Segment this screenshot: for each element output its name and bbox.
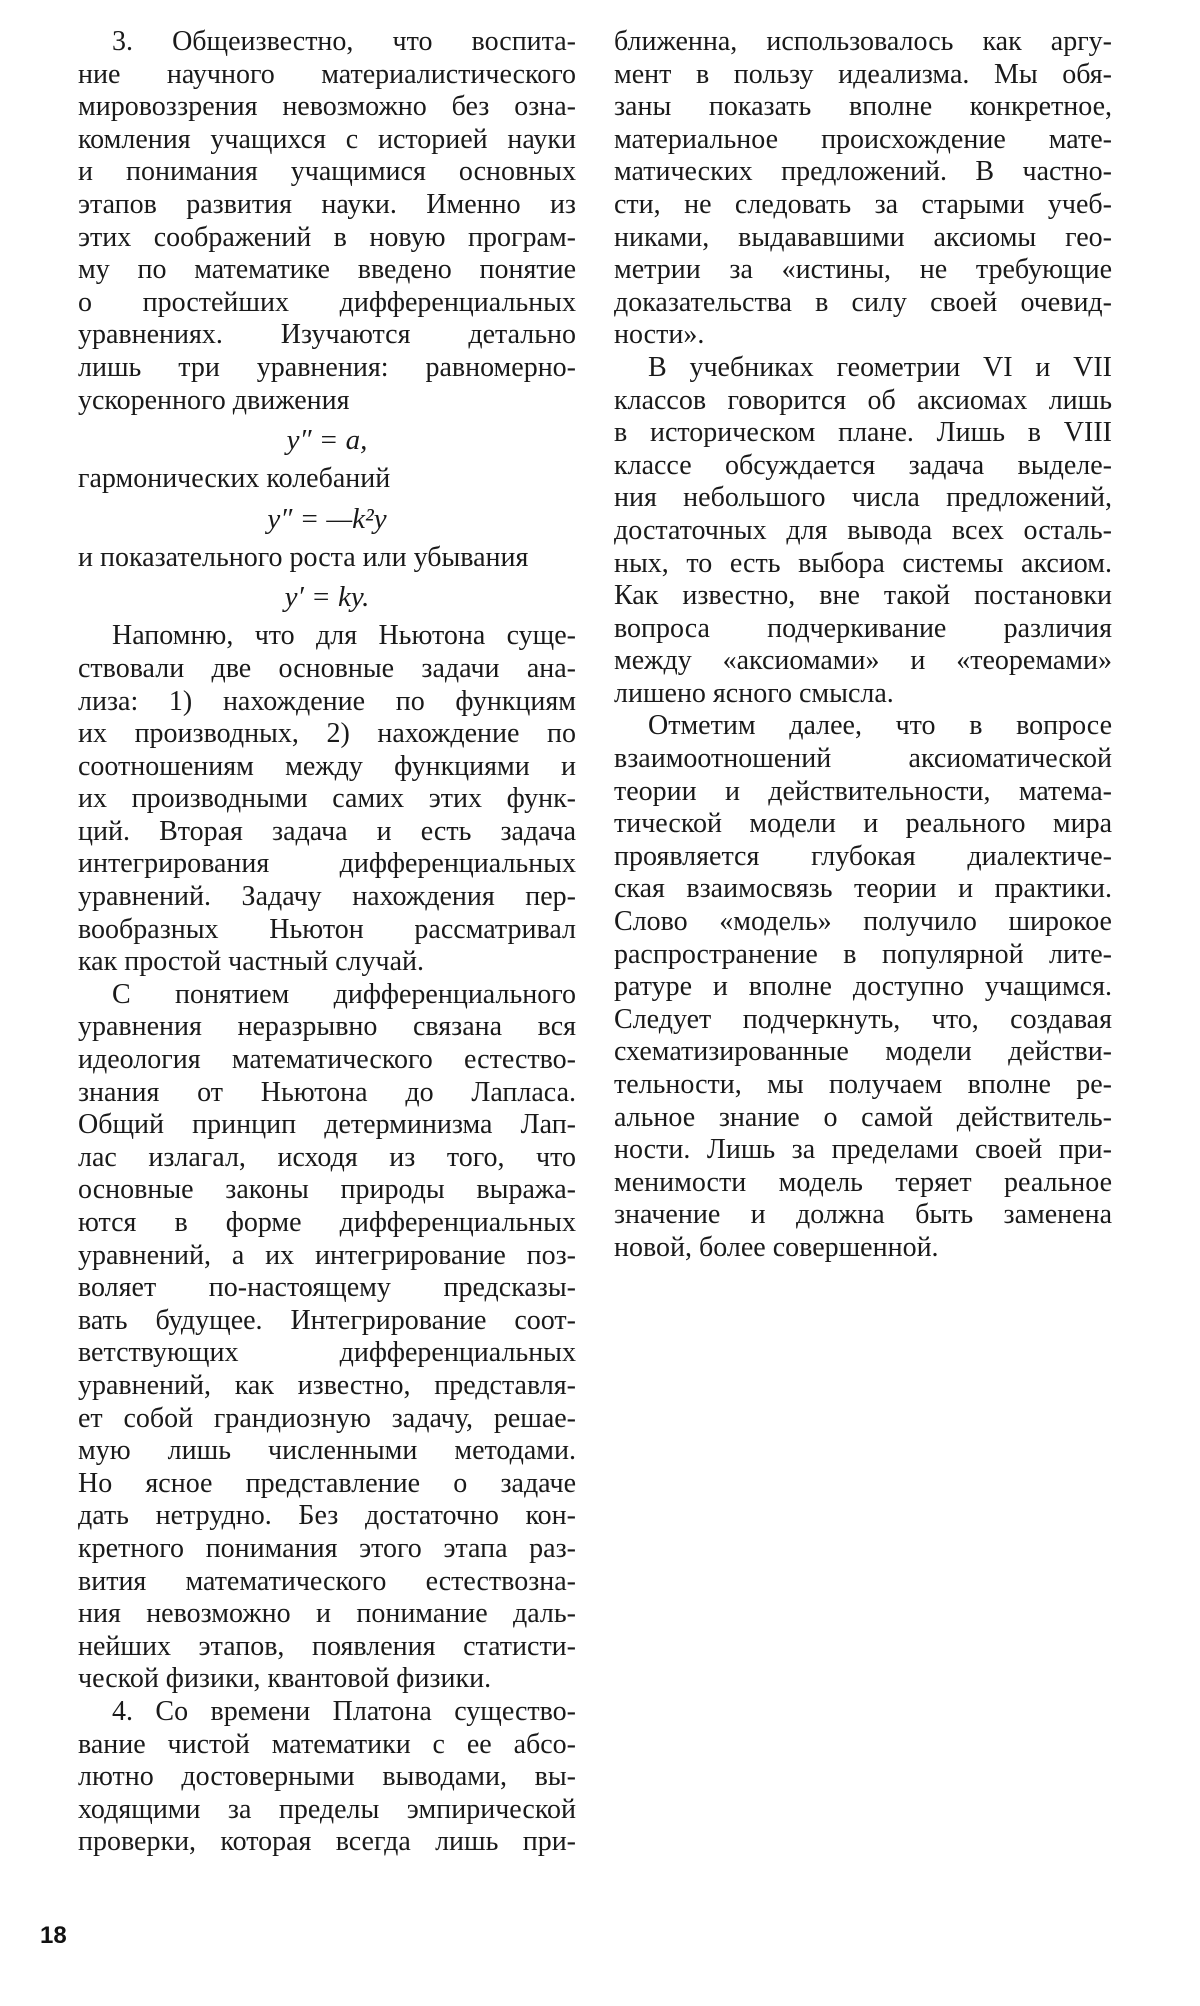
text-line: ствовали две основные задачи ана- (78, 652, 576, 684)
text-line: их производными самих этих функ- (78, 783, 576, 815)
text-line: этапов развития науки. Именно из (78, 188, 576, 220)
text-line: лишь три уравнения: равномерно- (78, 351, 576, 383)
right-column (614, 26, 1112, 1265)
text-line: С понятием дифференциального (112, 978, 576, 1010)
text-line: уравнений. Задачу нахождения пер- (78, 881, 576, 913)
text-line: классов говорится об аксиомах лишь (614, 384, 1112, 416)
text-line: вообразных Ньютон рассматривал (78, 913, 576, 945)
text-line: достаточных для вывода всех осталь- (614, 514, 1112, 546)
text-line: ская взаимосвязь теории и практики. (614, 873, 1112, 905)
text-line: уравнения неразрывно связана вся (78, 1011, 576, 1043)
text-line: проверки, которая всегда лишь при- (78, 1826, 576, 1858)
text-line: лютно достоверными выводами, вы- (78, 1761, 576, 1793)
page-number: 18 (40, 1922, 67, 1949)
text-line: менимости модель теряет реальное (614, 1166, 1112, 1198)
text-line: и показательного роста или убывания (78, 541, 529, 573)
text-line: Следует подчеркнуть, что, создавая (614, 1003, 1112, 1035)
text-line: знания от Ньютона до Лапласа. (78, 1076, 576, 1108)
text-line: между «аксиомами» и «теоремами» (614, 645, 1112, 677)
text-line: материальное происхождение мате- (614, 123, 1112, 155)
text-line: схематизированные модели действи- (614, 1036, 1112, 1068)
text-line: ций. Вторая задача и есть задача (78, 815, 576, 847)
text-line: лиза: 1) нахождение по функциям (78, 685, 576, 717)
text-line: соотношениям между функциями и (78, 750, 576, 782)
text-line: Но ясное представление о задаче (78, 1467, 576, 1499)
text-line: комления учащихся с историей науки (78, 123, 576, 155)
text-line: му по математике введено понятие (78, 254, 576, 286)
text-line: гармонических колебаний (78, 463, 391, 495)
text-line: ных, то есть выбора системы аксиом. (614, 547, 1112, 579)
text-line: в историческом плане. Лишь в VIII (614, 417, 1112, 449)
text-line: ности». (614, 319, 705, 351)
text-line: ратуре и вполне доступно учащимся. (614, 971, 1112, 1003)
text-line: ускоренного движения (78, 384, 350, 416)
text-line: 3. Общеизвестно, что воспита- (112, 26, 576, 57)
formula: y″ = —k²y (267, 502, 387, 535)
text-line: новой, более совершенной. (614, 1231, 939, 1263)
text-line: Как известно, вне такой постановки (614, 580, 1112, 612)
text-line: кретного понимания этого этапа раз- (78, 1532, 576, 1564)
text-line: идеология математического естество- (78, 1044, 576, 1076)
text-line: Отметим далее, что в вопросе (648, 710, 1112, 742)
text-line: вание чистой математики с ее абсо- (78, 1728, 576, 1760)
text-line: распространение в популярной лите- (614, 938, 1112, 970)
text-line: альное знание о самой действитель- (614, 1101, 1112, 1133)
text-line: и понимания учащимися основных (78, 156, 576, 188)
text-line: В учебниках геометрии VI и VII (648, 351, 1112, 383)
text-line: ния невозможно и понимание даль- (78, 1598, 576, 1630)
text-line: лас излагал, исходя из того, что (78, 1141, 576, 1173)
text-line: как простой частный случай. (78, 946, 425, 978)
text-line: проявляется глубокая диалектиче- (614, 840, 1112, 872)
left-column (78, 26, 576, 1859)
text-line: ветствующих дифференциальных (78, 1337, 576, 1369)
text-line: ближенна, использовалось как аргу- (614, 26, 1112, 57)
text-line: уравнениях. Изучаются детально (78, 319, 576, 351)
text-line: мировоззрения невозможно без озна- (78, 91, 576, 123)
text-line: вития математического естествозна- (78, 1565, 576, 1597)
text-line: уравнений, а их интегрирование поз- (78, 1239, 576, 1271)
text-line: о простейших дифференциальных (78, 286, 576, 318)
text-line: лишено ясного смысла. (614, 677, 894, 709)
text-line: Напомню, что для Ньютона суще- (112, 620, 576, 652)
text-line: взаимоотношений аксиоматической (614, 743, 1112, 775)
text-line: ются в форме дифференциальных (78, 1207, 576, 1238)
text-line: тической модели и реального мира (614, 808, 1112, 840)
text-line: дать нетрудно. Без достаточно кон- (78, 1500, 576, 1532)
text-line: заны показать вполне конкретное, (614, 91, 1112, 123)
text-line: сти, не следовать за старыми учеб- (614, 188, 1112, 220)
text-line: классе обсуждается задача выделе- (614, 449, 1112, 481)
text-line: ности. Лишь за пределами своей при- (614, 1134, 1112, 1166)
text-line: интегрирования дифференциальных (78, 848, 576, 880)
text-line: никами, выдававшими аксиомы гео- (614, 221, 1112, 253)
text-line: нейших этапов, появления статисти- (78, 1630, 576, 1662)
text-line: 4. Со времени Платона существо- (112, 1695, 576, 1727)
text-line: мую лишь численными методами. (78, 1435, 576, 1467)
text-line: основные законы природы выража- (78, 1174, 576, 1206)
text-line: Общий принцип детерминизма Лап- (78, 1109, 576, 1141)
text-line: мент в пользу идеализма. Мы обя- (614, 58, 1112, 90)
text-line: матических предложений. В частно- (614, 156, 1112, 188)
text-line: ходящими за пределы эмпирической (78, 1793, 576, 1825)
text-line: доказательства в силу своей очевид- (614, 286, 1112, 318)
text-line: теории и действительности, матема- (614, 775, 1112, 807)
text-line: ческой физики, квантовой физики. (78, 1663, 492, 1695)
text-line: метрии за «истины, не требующие (614, 254, 1112, 286)
text-line: Слово «модель» получило широкое (614, 906, 1112, 938)
text-line: этих соображений в новую програм- (78, 221, 576, 253)
formula: y″ = a, (286, 424, 368, 457)
text-line: вопроса подчеркивание различия (614, 612, 1112, 644)
text-line: уравнений, как известно, представля- (78, 1369, 576, 1401)
text-line: вать будущее. Интегрирование соот- (78, 1304, 576, 1336)
text-line: воляет по-настоящему предсказы- (78, 1272, 576, 1304)
text-line: тельности, мы получаем вполне ре- (614, 1069, 1112, 1100)
formula: y′ = ky. (284, 581, 370, 614)
text-line: ет собой грандиозную задачу, решае- (78, 1402, 576, 1434)
text-line: значение и должна быть заменена (614, 1199, 1112, 1231)
text-line: ние научного материалистического (78, 58, 576, 90)
text-line: их производных, 2) нахождение по (78, 718, 576, 750)
text-line: ния небольшого числа предложений, (614, 482, 1112, 514)
